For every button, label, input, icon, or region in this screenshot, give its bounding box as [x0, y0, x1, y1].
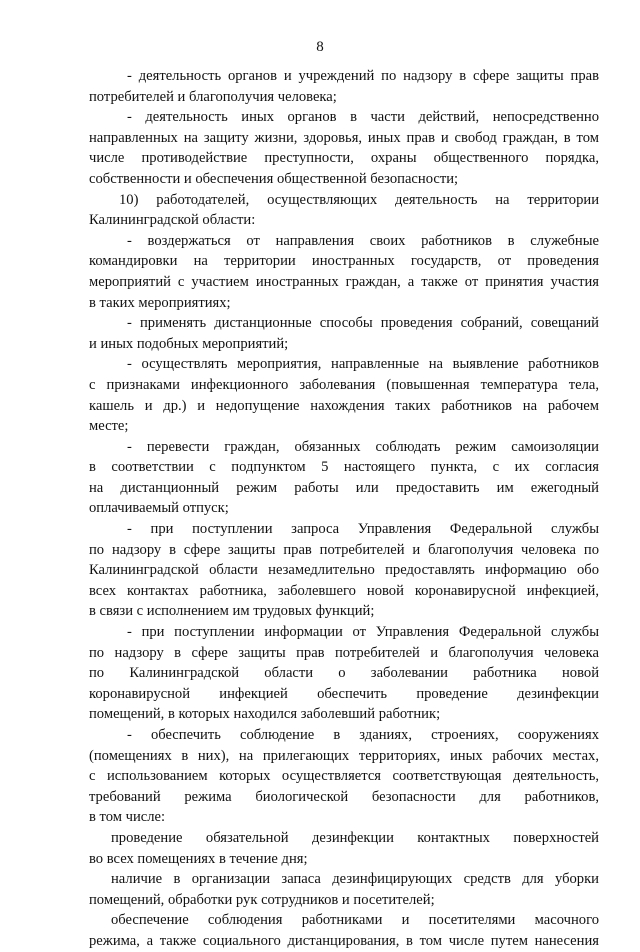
document-body: [89, 66, 599, 952]
text-line: - воздержаться от направления своих работников в служебные: [127, 232, 599, 249]
text-line: наличие в организации запаса дезинфицирующих средств для уборки: [111, 871, 599, 888]
text-line: во всех помещениях в течение дня;: [89, 850, 308, 867]
text-line: потребителей и благополучия человека;: [89, 88, 337, 105]
text-line: месте;: [89, 418, 129, 435]
text-line: в связи с исполнением им трудовых функций;: [89, 603, 375, 620]
text-line: командировки на территории иностранных государств, от проведения: [89, 253, 599, 270]
text-line: по надзору в сфере защиты прав потребителей и благополучия человека по: [89, 541, 599, 558]
text-line: помещений, в которых находился заболевший работник;: [89, 706, 441, 723]
text-line: Калининградской области:: [89, 212, 256, 229]
text-line: по надзору в сфере защиты прав потребителей и благополучия человека: [89, 644, 599, 661]
text-line: - при поступлении информации от Управления Федеральной службы: [127, 624, 599, 641]
text-line: в том числе:: [89, 809, 166, 826]
text-line: 10) работодателей, осуществляющих деятельность на территории: [119, 191, 599, 208]
text-line: - осуществлять мероприятия, направленные на выявление работников: [127, 356, 599, 373]
text-line: требований режима биологической безопасности для работников,: [89, 788, 599, 805]
text-line: - при поступлении запроса Управления Федеральной службы: [127, 521, 599, 538]
text-line: проведение обязательной дезинфекции контактных поверхностей: [111, 829, 599, 846]
text-line: собственности и обеспечения общественной безопасности;: [89, 170, 459, 187]
text-line: обеспечение соблюдения работниками и посетителями масочного: [111, 912, 599, 929]
text-line: всех контактах работника, заболевшего новой коронавирусной инфекцией,: [89, 582, 599, 599]
text-line: режима, а также социального дистанцирования, в том числе путем нанесения: [89, 932, 599, 949]
text-line: направленных на защиту жизни, здоровья, иных прав и свобод граждан, в том: [89, 129, 599, 146]
text-line: - деятельность органов и учреждений по надзору в сфере защиты прав: [127, 68, 599, 84]
page-number: 8: [316, 39, 324, 55]
text-line: по Калининградской области о заболевании работника новой: [89, 665, 599, 682]
text-line: кашель и др.) и недопущение нахождения таких работников на рабочем: [89, 397, 599, 414]
text-line: - перевести граждан, обязанных соблюдать режим самоизоляции: [127, 438, 599, 455]
text-line: - применять дистанционные способы проведения собраний, совещаний: [127, 315, 599, 332]
text-line: - обеспечить соблюдение в зданиях, строениях, сооружениях: [127, 727, 599, 743]
text-line: и иных подобных мероприятий;: [89, 335, 289, 352]
text-line: с признаками инфекционного заболевания (повышенная температура тела,: [89, 376, 599, 393]
text-line: Калининградской области незамедлительно предоставлять информацию обо: [89, 562, 599, 579]
text-line: на дистанционный режим работы или предоставить им ежегодный: [89, 479, 599, 496]
text-line: оплачиваемый отпуск;: [89, 500, 229, 517]
text-line: в таких мероприятиях;: [89, 294, 231, 311]
text-line: мероприятий с участием иностранных граждан, а также от принятия участия: [89, 273, 599, 290]
text-line: числе противодействие преступности, охраны общественного порядка,: [89, 150, 599, 167]
text-line: в соответствии с подпунктом 5 настоящего пункта, с их согласия: [89, 459, 599, 476]
text-line: коронавирусной инфекцией обеспечить проведение дезинфекции: [89, 685, 599, 702]
text-line: (помещениях в них), на прилегающих территориях, иных рабочих местах,: [89, 747, 599, 764]
text-line: - деятельность иных органов в части действий, непосредственно: [127, 109, 599, 126]
text-line: с использованием которых осуществляется соответствующая деятельность,: [89, 768, 599, 785]
text-line: помещений, обработки рук сотрудников и посетителей;: [89, 891, 435, 908]
